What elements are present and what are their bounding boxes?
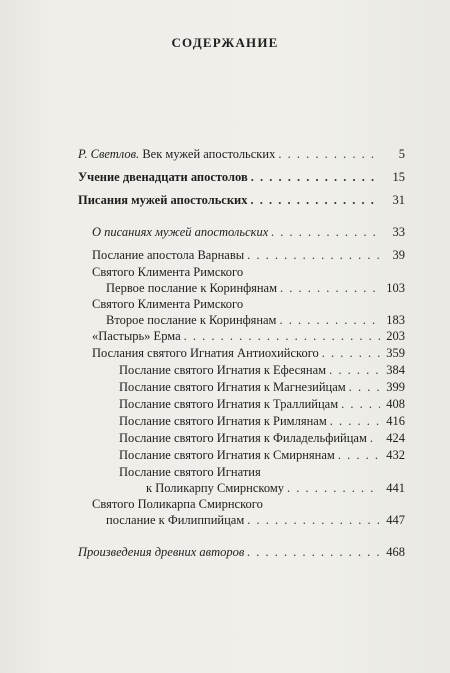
- dot-leader: [349, 380, 380, 395]
- dot-leader: [251, 170, 380, 185]
- page-number: 384: [386, 363, 405, 377]
- dot-leader: [287, 481, 380, 496]
- page-number: 424: [386, 431, 405, 445]
- toc-entry-title: О писаниях мужей апостольских: [92, 225, 269, 239]
- toc-entry-title: к Поликарпу Смирнскому: [146, 481, 285, 495]
- dot-leader: [251, 193, 380, 208]
- dot-leader: [370, 431, 380, 446]
- toc-entry-pastyr[interactable]: [92, 329, 405, 344]
- page-number: 359: [386, 346, 405, 360]
- toc-entry-polikarp-heading: Послание святого Игнатия: [119, 465, 261, 479]
- page-number: 203: [386, 329, 405, 343]
- toc-entry-varnava[interactable]: [92, 248, 405, 263]
- dot-leader: [271, 225, 380, 240]
- toc-entry-trall[interactable]: [119, 397, 405, 412]
- toc-entry-uchenie[interactable]: [78, 170, 405, 185]
- toc-entry-polikarp2[interactable]: [106, 513, 405, 528]
- toc-entry-filad[interactable]: [119, 431, 405, 446]
- page-number: 468: [386, 545, 405, 559]
- dot-leader: [329, 363, 380, 378]
- page-number: 15: [392, 170, 405, 184]
- dot-leader: [338, 448, 380, 463]
- toc-entry-title: Писания мужей апостольских: [78, 193, 248, 207]
- toc-entry-title: Учение двенадцати апостолов: [78, 170, 248, 184]
- page-number: 447: [386, 513, 405, 527]
- dot-leader: [279, 313, 380, 328]
- toc-entry-title: Послание святого Игнатия к Смирнянам: [119, 448, 335, 462]
- dot-leader: [280, 281, 380, 296]
- toc-entry-title: Послание святого Игнатия к Ефесянам: [119, 363, 327, 377]
- page-number: 441: [386, 481, 405, 495]
- toc-entry-title: «Пастырь» Ерма: [92, 329, 181, 343]
- toc-entry-title: Второе послание к Коринфянам: [106, 313, 277, 327]
- toc-entry-ignatiy[interactable]: [92, 346, 405, 361]
- dot-leader: [247, 545, 380, 560]
- page-number: 183: [386, 313, 405, 327]
- page-number: 31: [392, 193, 405, 207]
- toc-entry-title: Послание святого Игнатия к Филадельфийцам: [119, 431, 367, 445]
- toc-entry-svetlov[interactable]: [78, 147, 405, 162]
- page-number: 39: [392, 248, 405, 262]
- toc-entry-rim[interactable]: [119, 414, 405, 429]
- toc-entry-title: Р. Светлов. Век мужей апостольских: [78, 147, 276, 161]
- toc-entry-magnez[interactable]: [119, 380, 405, 395]
- page-title: СОДЕРЖАНИЕ: [171, 35, 279, 50]
- dot-leader: [330, 414, 380, 429]
- page-number: 416: [386, 414, 405, 428]
- toc-entry-title: Произведения древних авторов: [78, 545, 245, 559]
- toc-entry-title: Послание апостола Варнавы: [92, 248, 245, 262]
- toc-entry-pisaniya[interactable]: [78, 193, 405, 208]
- page-number: 408: [386, 397, 405, 411]
- toc-entry-smirn[interactable]: [119, 448, 405, 463]
- toc-entry-polikarp2-heading: Святого Поликарпа Смирнского: [92, 497, 263, 511]
- toc-entry-title: Первое послание к Коринфянам: [106, 281, 277, 295]
- page-number: 5: [398, 147, 405, 161]
- toc-entry-kliment2-heading: Святого Климента Римского: [92, 297, 244, 311]
- toc-entry-efes[interactable]: [119, 363, 405, 378]
- page-number: 33: [392, 225, 405, 239]
- toc-entry-title: Послание святого Игнатия к Римлянам: [119, 414, 327, 428]
- page-number: 103: [386, 281, 405, 295]
- dot-leader: [247, 513, 380, 528]
- toc-entry-kliment2[interactable]: [106, 313, 405, 328]
- page-number: 432: [386, 448, 405, 462]
- dot-leader: [322, 346, 380, 361]
- toc-entry-polikarp[interactable]: [146, 481, 405, 496]
- dot-leader: [247, 248, 380, 263]
- toc-entry-title: Послание святого Игнатия к Траллийцам: [119, 397, 339, 411]
- toc-entry-title: послание к Филиппийцам: [106, 513, 245, 527]
- toc-entry-o-pisaniyah[interactable]: [92, 225, 405, 240]
- toc-entry-kliment1[interactable]: [106, 281, 405, 296]
- page-number: 399: [386, 380, 405, 394]
- toc-entry-title: Послание святого Игнатия к Магнезийцам: [119, 380, 346, 394]
- toc-entry-kliment1-heading: Святого Климента Римского: [92, 265, 244, 279]
- dot-leader: [278, 147, 380, 162]
- dot-leader: [184, 329, 380, 344]
- toc-entry-title: Послания святого Игнатия Антиохийского: [92, 346, 319, 360]
- dot-leader: [341, 397, 380, 412]
- toc-entry-drevnie[interactable]: [78, 545, 405, 560]
